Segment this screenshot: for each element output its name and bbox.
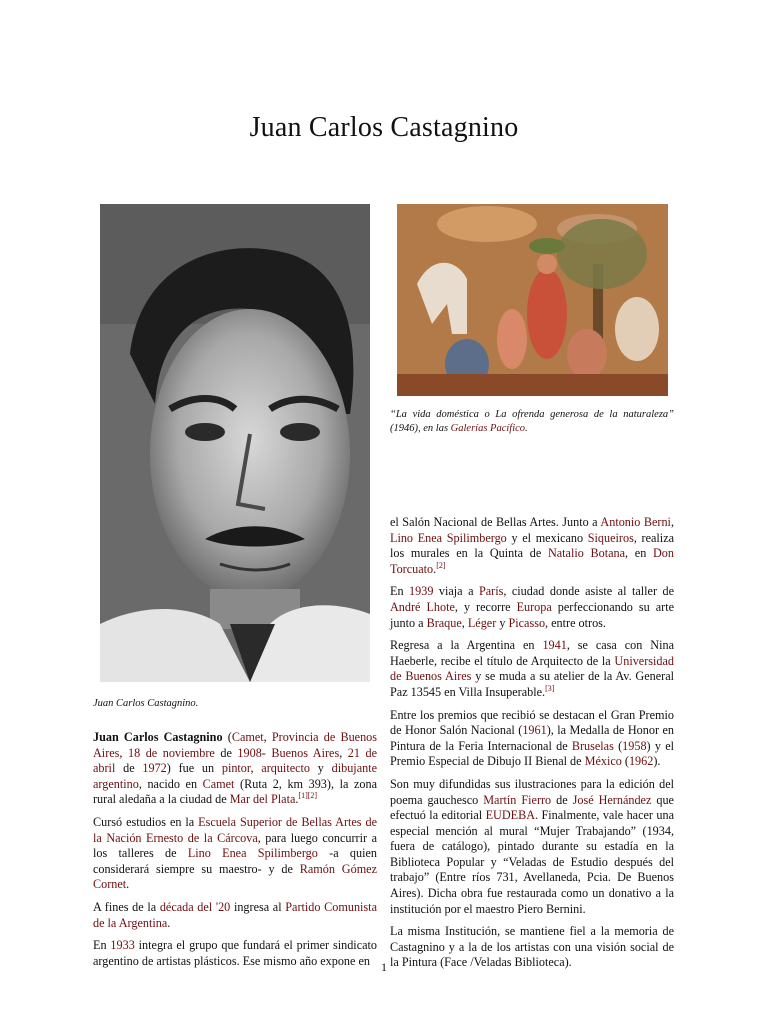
link-camet-2[interactable]: Camet xyxy=(202,776,235,791)
link-paris[interactable]: París xyxy=(478,584,504,599)
portrait-photo xyxy=(100,204,370,682)
link-1961[interactable]: 1961 xyxy=(522,723,547,738)
link-partido-comunista[interactable]: Partido Comunista de la Argentina xyxy=(93,899,377,930)
link-antonio-berni[interactable]: Antonio Berni xyxy=(600,515,671,529)
link-uba[interactable]: Universidad de Buenos Aires xyxy=(390,653,674,684)
paragraph-1939: En 1939 viaja a París, ciudad donde asiste al taller de André Lhote, y recorre Europa perfeccionando su arte junto a Braque, Léger y Picasso, entre otros. xyxy=(390,584,675,630)
paragraph-party: A fines de la década del '20 ingresa al Partido Comunista de la Argentina. xyxy=(93,899,377,930)
link-1941[interactable]: 1941 xyxy=(542,638,567,653)
link-spilimbergo-2[interactable]: Lino Enea Spilimbergo xyxy=(390,530,507,545)
reference-link[interactable]: [2] xyxy=(436,560,446,570)
link-braque[interactable]: Braque xyxy=(426,615,462,630)
left-column xyxy=(93,730,377,976)
paragraph-1933: En 1933 integra el grupo que fundará el primer sindicato argentino de artistas plásticos. Ese mismo año expone en xyxy=(93,938,377,968)
link-arquitecto[interactable]: arquitecto xyxy=(261,761,311,776)
link-bruselas[interactable]: Bruselas xyxy=(571,738,614,753)
link-don-torcuato[interactable]: Don Torcuato xyxy=(390,546,674,576)
paragraph-studies: Cursó estudios en la Escuela Superior de Bellas Artes de la Nación Ernesto de la Cárcova, para luego concurrir a los talleres de Lino Enea Spilimbergo -a quien considerará siempre su maestro- y de Ramón Gómez Cornet. xyxy=(93,814,378,892)
link-decada-20[interactable]: década del '20 xyxy=(159,899,231,914)
link-mexico[interactable]: México xyxy=(584,754,622,769)
painting-image xyxy=(397,204,668,396)
link-eudeba[interactable]: EUDEBA xyxy=(485,808,536,823)
paragraph-institution: La misma Institución, se mantiene fiel a la memoria de Castagnino y a la de los artistas con una visión social de la Pintura (Face /Veladas Biblioteca). xyxy=(390,924,674,970)
link-1958[interactable]: 1958 xyxy=(622,738,647,753)
link-1962[interactable]: 1962 xyxy=(628,754,654,769)
link-picasso[interactable]: Picasso xyxy=(508,615,546,630)
link-martin-fierro[interactable]: Martín Fierro xyxy=(483,792,552,807)
link-buenos-aires[interactable]: Buenos Aires xyxy=(271,745,340,760)
link-1972[interactable]: 1972 xyxy=(142,761,167,776)
link-natalio-botana[interactable]: Natalio Botana xyxy=(547,546,626,561)
link-1908[interactable]: 1908 xyxy=(237,745,262,760)
link-1933[interactable]: 1933 xyxy=(110,938,135,953)
link-gomez-cornet[interactable]: Ramón Gómez Cornet xyxy=(93,861,377,892)
link-21-abril[interactable]: 21 de abril xyxy=(93,745,378,776)
portrait-caption: Juan Carlos Castagnino. xyxy=(93,698,199,709)
link-camet[interactable]: Camet xyxy=(231,730,264,744)
paragraph-murals: el Salón Nacional de Bellas Artes. Junto a Antonio Berni, Lino Enea Spilimbergo y el mexicano Siqueiros, realiza los murales en la Quinta de Natalio Botana, en Don Torcuato.[2] xyxy=(390,515,675,576)
reference-link[interactable]: [3] xyxy=(545,683,555,693)
link-leger[interactable]: Léger xyxy=(467,615,497,630)
reference-link[interactable]: [1][2] xyxy=(298,791,318,801)
portrait-illustration xyxy=(100,204,370,682)
link-1939[interactable]: 1939 xyxy=(409,584,434,599)
link-escuela-bellas-artes[interactable]: Escuela Superior de Bellas Artes de la Nación Ernesto de la Cárcova xyxy=(93,814,377,845)
caption-text: “La vida doméstica o La ofrenda generosa de la naturaleza” (1946), en las xyxy=(390,409,674,434)
subject-name: Juan Carlos Castagnino xyxy=(93,730,223,744)
page-title: Juan Carlos Castagnino xyxy=(249,112,519,143)
painting-caption: “La vida doméstica o La ofrenda generosa de la naturaleza” (1946), en las Galerías Pacífico. xyxy=(390,409,674,434)
link-andre-lhote[interactable]: André Lhote xyxy=(390,599,455,614)
right-column xyxy=(390,515,674,978)
link-18-noviembre[interactable]: 18 de noviembre xyxy=(127,745,215,760)
paragraph-1941: Regresa a la Argentina en 1941, se casa con Nina Haeberle, recibe el título de Arquitecto de la Universidad de Buenos Aires y se muda a su atelier de la Av. General Paz 13545 en Villa Insuperable.[3] xyxy=(390,638,674,699)
painting-illustration xyxy=(397,204,668,396)
paragraph-awards: Entre los premios que recibió se destacan el Gran Premio de Honor Salón Nacional (1961), la Medalla de Honor en Pintura de la Feria Internacional de Bruselas (1958) y el Premio Especial de Dibujo II Bienal de México (1962). xyxy=(390,707,674,769)
link-galerias-pacifico[interactable]: Galerías Pacífico xyxy=(450,423,526,434)
link-jose-hernandez[interactable]: José Hernández xyxy=(572,792,652,807)
link-mar-del-plata[interactable]: Mar del Plata xyxy=(229,792,296,807)
page-number: 1 xyxy=(381,960,387,974)
paragraph-illustrations: Son muy difundidas sus ilustraciones para la edición del poema gauchesco Martín Fierro de José Hernández que efectuó la editorial EUDEBA. Finalmente, vale hacer una especial mención al mural “Mujer Trabajando” (1934, fuera de catálogo), pintado durante su estadía en la Biblioteca Popular y “Veladas de Estudio después del trabajo” (Entre ríos 731, Avellaneda, Pcia. De Buenos Aires). Dicha obra fue restaurada como un donativo a la institución por el maestro Piero Bernini. xyxy=(390,776,675,916)
link-dibujante-argentino[interactable]: dibujante argentino xyxy=(93,761,377,791)
link-europa[interactable]: Europa xyxy=(516,599,552,614)
link-provincia-buenos-aires[interactable]: Provincia de Buenos Aires xyxy=(93,730,378,760)
link-pintor[interactable]: pintor xyxy=(221,761,251,776)
paragraph-intro: Juan Carlos Castagnino (Camet, Provincia de Buenos Aires, 18 de noviembre de 1908- Buenos Aires, 21 de abril de 1972) fue un pintor, arquitecto y dibujante argentino, nacido en Camet (Ruta 2, km 393), la zona rural aledaña a la ciudad de Mar del Plata.[1][2] xyxy=(93,730,378,807)
link-siqueiros[interactable]: Siqueiros xyxy=(587,530,634,545)
link-spilimbergo[interactable]: Lino Enea Spilimbergo xyxy=(187,846,318,861)
